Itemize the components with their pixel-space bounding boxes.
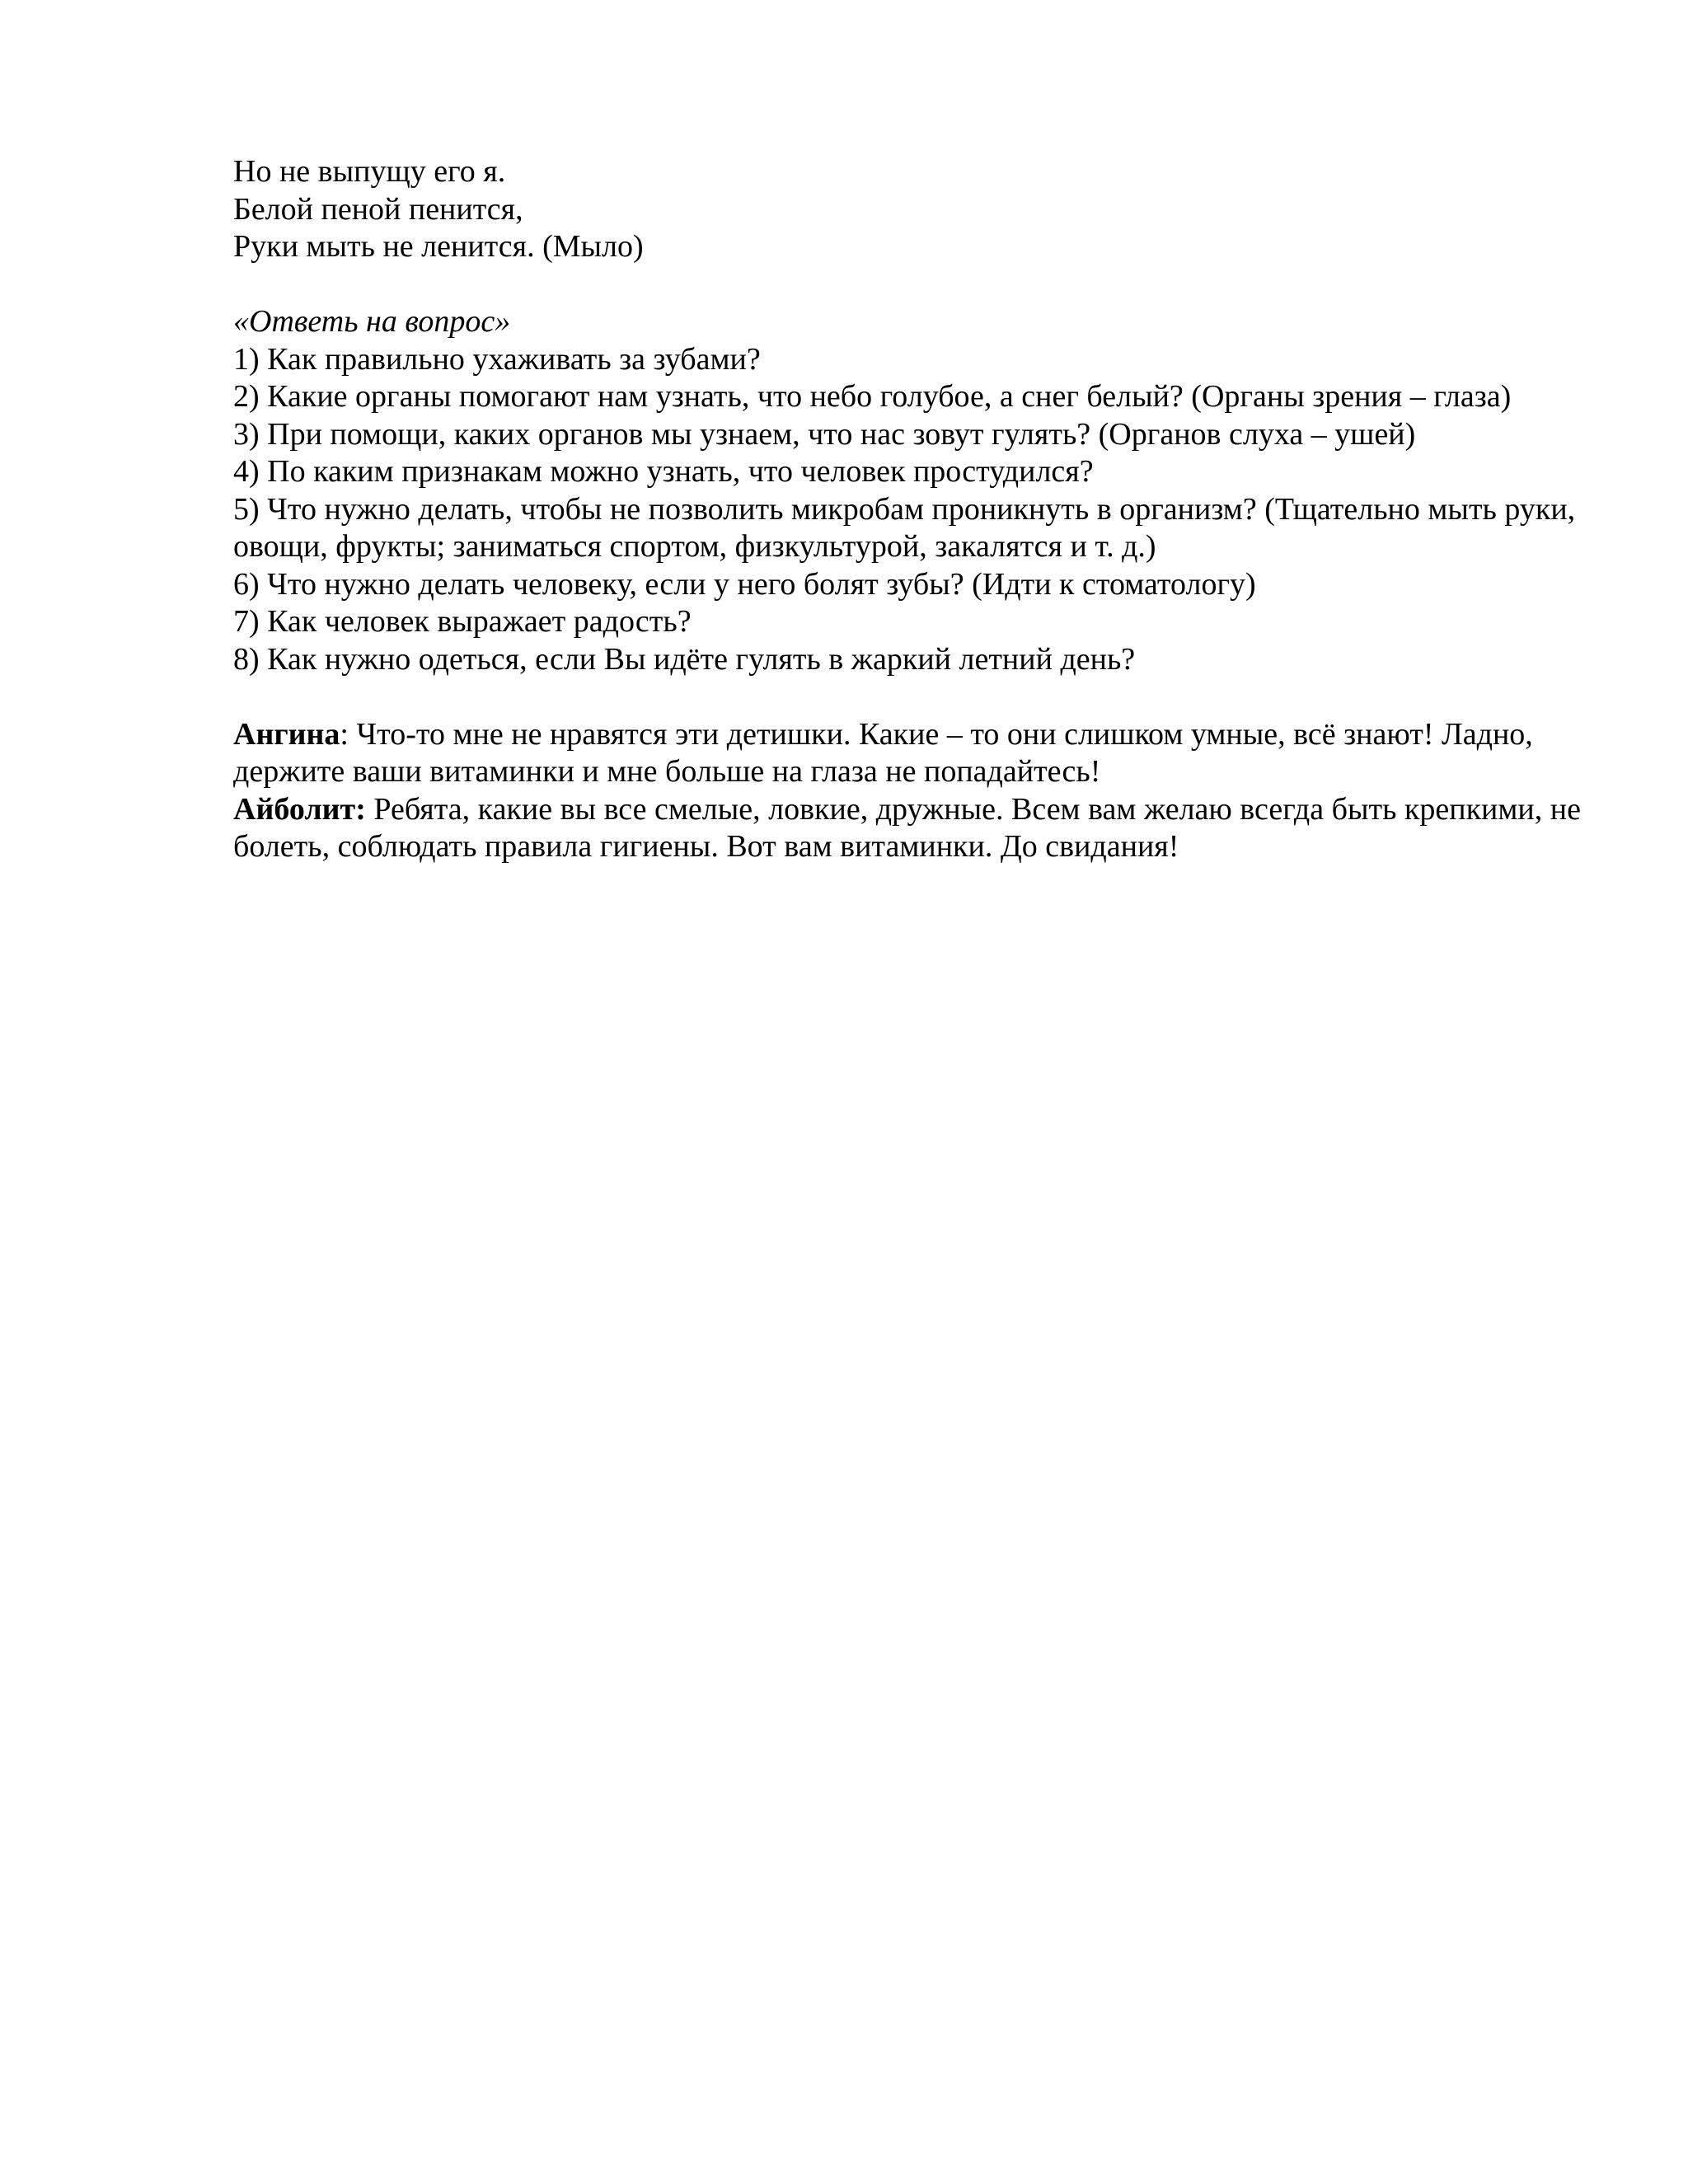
dialogue-line (233, 791, 1585, 866)
speaker-name: Айболит: (233, 791, 366, 827)
quiz-question: 1) Как правильно ухаживать за зубами? (233, 341, 761, 377)
quiz-question: 4) По каким признакам можно узнать, что человек простудился? (233, 454, 1094, 489)
quiz-title: «Ответь на вопрос» (233, 304, 511, 339)
quiz-question: 7) Как человек выражает радость? (233, 604, 692, 639)
riddle-line: Руки мыть не ленится. (Мыло) (233, 229, 644, 264)
paragraph-spacer (233, 266, 1585, 304)
speaker-name: Ангина (233, 716, 340, 752)
dialogue-block (233, 716, 1585, 866)
riddle-line: Белой пеной пенится, (233, 191, 523, 227)
quiz-block (233, 303, 1585, 678)
quiz-question: 8) Как нужно одеться, если Вы идёте гулять в жаркий летний день? (233, 641, 1136, 677)
dialogue-line (233, 716, 1585, 791)
speaker-text: Ребята, какие вы все смелые, ловкие, дружные. Всем вам желаю всегда быть крепкими, не болеть, соблюдать правила гигиены. Вот вам витаминки. До свидания! (233, 791, 1581, 864)
quiz-question: 3) При помощи, каких органов мы узнаем, что нас зовут гулять? (Органов слуха – ушей) (233, 416, 1416, 452)
quiz-question: 2) Какие органы помогают нам узнать, что небо голубое, а снег белый? (Органы зрения – глаза) (233, 379, 1512, 414)
paragraph-spacer (233, 678, 1585, 716)
speaker-text: : Что-то мне не нравятся эти детишки. Какие – то они слишком умные, всё знают! Ладно, держите ваши витаминки и мне больше на глаза не попадайтесь! (233, 716, 1533, 789)
document-body (233, 153, 1585, 866)
riddle-block (233, 153, 1585, 266)
quiz-question: 5) Что нужно делать, чтобы не позволить микробам проникнуть в организм? (Тщательно мыть руки, овощи, фрукты; заниматься спортом, физкультурой, закалятся и т. д.) (233, 491, 1576, 564)
quiz-question: 6) Что нужно делать человеку, если у него болят зубы? (Идти к стоматологу) (233, 566, 1256, 602)
riddle-line: Но не выпущу его я. (233, 154, 506, 189)
